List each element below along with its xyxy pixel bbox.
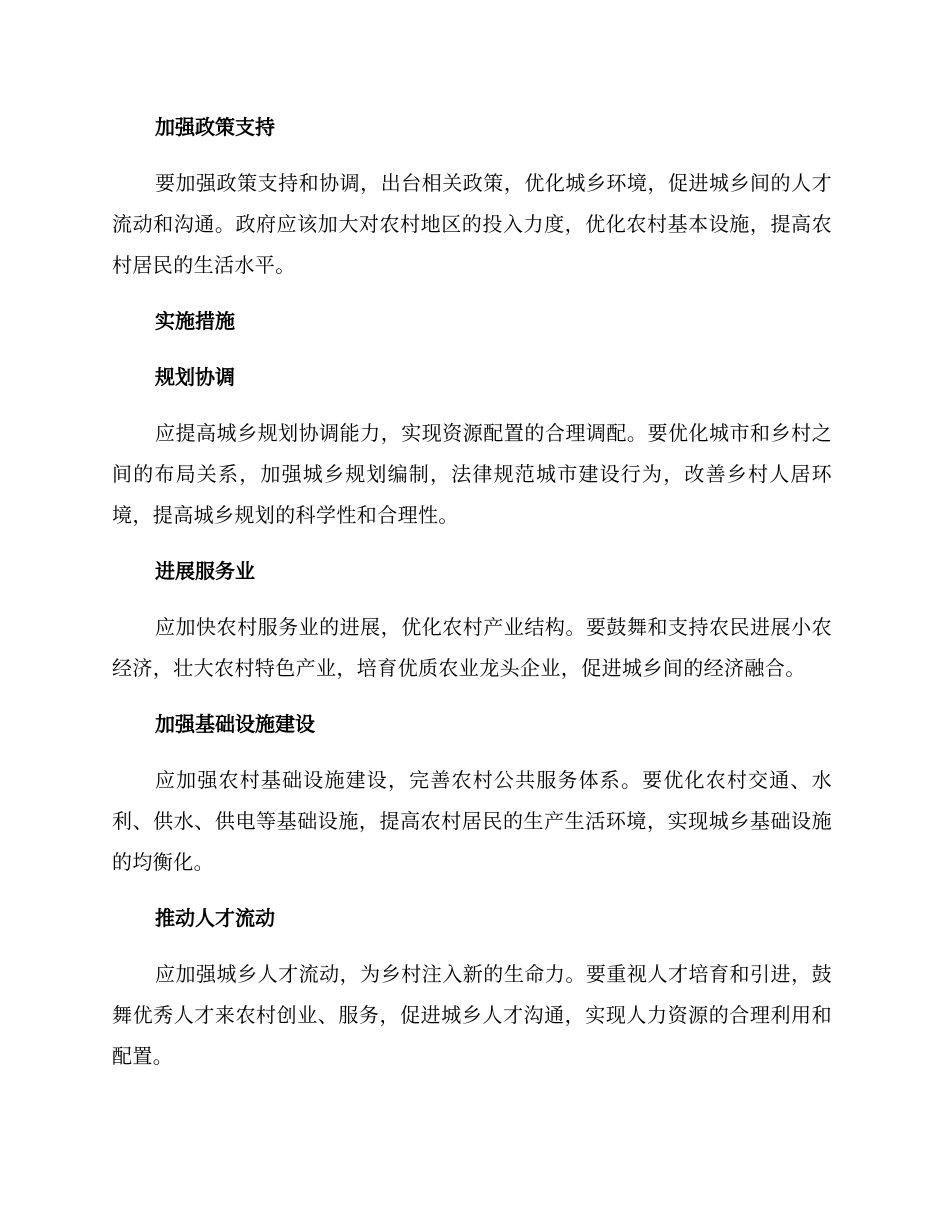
- section-paragraph-infrastructure: 应加强农村基础设施建设，完善农村公共服务体系。要优化农村交通、水利、供水、供电等基础设施，提高农村居民的生产生活环境，实现城乡基础设施的均衡化。: [112, 768, 832, 874]
- section-heading-services: 进展服务业: [155, 559, 255, 583]
- section-heading-planning: 规划协调: [155, 365, 235, 389]
- section-heading-infrastructure: 加强基础设施建设: [155, 712, 315, 736]
- section-heading-talent: 推动人才流动: [155, 906, 275, 930]
- section-paragraph-planning: 应提高城乡规划协调能力，实现资源配置的合理调配。要优化城市和乡村之间的布局关系，加强城乡规划编制，法律规范城市建设行为，改善乡村人居环境，提高城乡规划的科学性和合理性。: [112, 421, 832, 527]
- section-paragraph-talent: 应加强城乡人才流动，为乡村注入新的生命力。要重视人才培育和引进，鼓舞优秀人才来农村创业、服务，促进城乡人才沟通，实现人力资源的合理利用和配置。: [112, 962, 832, 1068]
- section-heading-implementation: 实施措施: [155, 309, 235, 333]
- section-paragraph-services: 应加快农村服务业的进展，优化农村产业结构。要鼓舞和支持农民进展小农经济，壮大农村特色产业，培育优质农业龙头企业，促进城乡间的经济融合。: [112, 615, 832, 680]
- document-body: [112, 107, 832, 1077]
- section-heading-policy-support: 加强政策支持: [155, 115, 275, 139]
- section-paragraph-policy-support: 要加强政策支持和协调，出台相关政策，优化城乡环境，促进城乡间的人才流动和沟通。政府应该加大对农村地区的投入力度，优化农村基本设施，提高农村居民的生活水平。: [112, 171, 832, 277]
